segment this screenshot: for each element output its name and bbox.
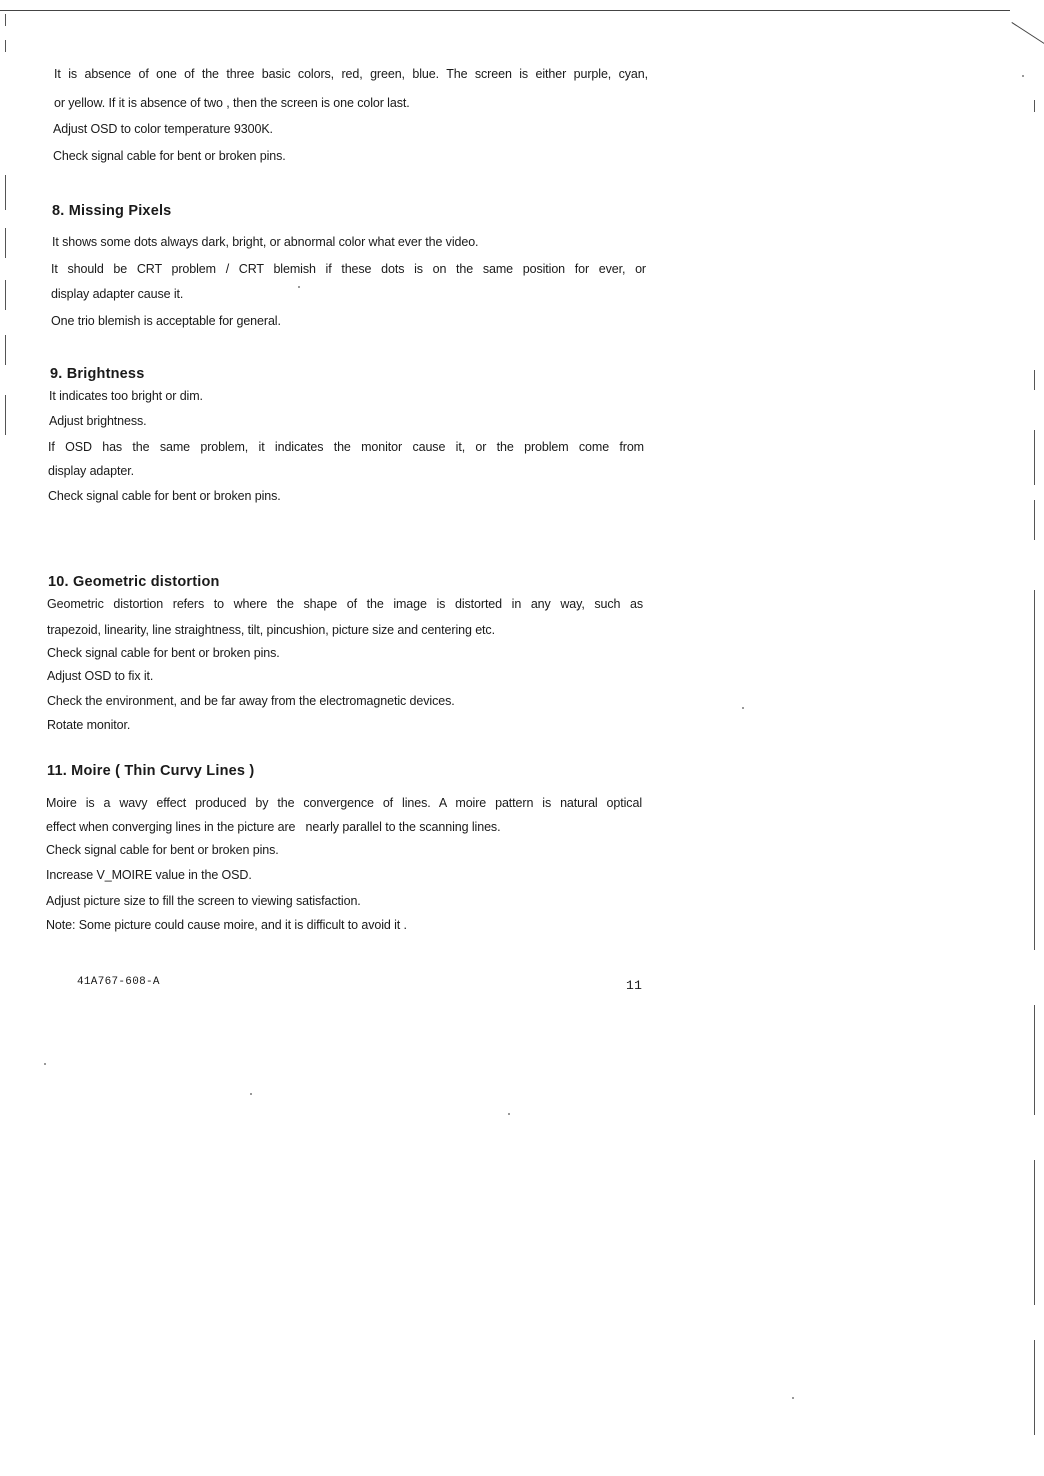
scan-edge-left <box>5 280 6 310</box>
section-line: Adjust brightness. <box>49 414 147 428</box>
section-line: Check signal cable for bent or broken pins. <box>48 489 281 503</box>
scan-edge-left <box>5 40 6 52</box>
section-line: Increase V_MOIRE value in the OSD. <box>46 868 252 882</box>
scan-edge-right <box>1034 500 1035 540</box>
scan-edge-right <box>1034 370 1035 390</box>
section-line: display adapter. <box>48 464 134 478</box>
scan-edge-right <box>1034 1340 1035 1435</box>
scan-speck <box>742 707 744 709</box>
intro-line: Check signal cable for bent or broken pins. <box>53 149 286 163</box>
footer-doc-number: 41A767-608-A <box>77 976 160 988</box>
intro-line: Adjust OSD to color temperature 9300K. <box>53 122 273 136</box>
scan-speck <box>508 1113 510 1115</box>
scan-speck <box>250 1093 252 1095</box>
section-heading-missing-pixels: 8. Missing Pixels <box>52 203 172 219</box>
scan-edge-corner <box>1011 22 1044 47</box>
section-line: Check signal cable for bent or broken pins. <box>47 646 280 660</box>
section-line: effect when converging lines in the picture are nearly parallel to the scanning lines. <box>46 820 501 834</box>
scan-edge-right <box>1034 1160 1035 1305</box>
section-line: It shows some dots always dark, bright, or abnormal color what ever the video. <box>52 235 479 249</box>
section-heading-brightness: 9. Brightness <box>50 366 145 382</box>
section-line: Check signal cable for bent or broken pins. <box>46 843 279 857</box>
section-line: display adapter cause it. <box>51 287 184 301</box>
scan-speck <box>1022 75 1024 77</box>
scan-edge-left <box>5 175 6 210</box>
section-line: Check the environment, and be far away from the electromagnetic devices. <box>47 694 455 708</box>
section-line: One trio blemish is acceptable for general. <box>51 314 281 328</box>
scan-speck <box>44 1063 46 1065</box>
scan-edge-left <box>5 395 6 435</box>
section-line: Adjust picture size to fill the screen to viewing satisfaction. <box>46 894 361 908</box>
section-line: Note: Some picture could cause moire, and it is difficult to avoid it . <box>46 918 407 932</box>
section-line: If OSD has the same problem, it indicates the monitor cause it, or the problem come from <box>48 440 644 454</box>
section-line: trapezoid, linearity, line straightness, tilt, pincushion, picture size and centering etc. <box>47 623 495 637</box>
scan-edge-left <box>5 335 6 365</box>
section-heading-moire: 11. Moire ( Thin Curvy Lines ) <box>47 763 255 779</box>
scan-speck <box>792 1397 794 1399</box>
section-line: Rotate monitor. <box>47 718 131 732</box>
scan-edge-top <box>0 10 1010 11</box>
scan-edge-left <box>5 14 6 26</box>
section-line: Moire is a wavy effect produced by the convergence of lines. A moire pattern is natural optical <box>46 796 642 810</box>
scan-edge-right <box>1034 100 1035 112</box>
section-line: It should be CRT problem / CRT blemish if these dots is on the same position for ever, or <box>51 262 646 276</box>
section-line: Geometric distortion refers to where the shape of the image is distorted in any way, such as <box>47 597 643 611</box>
section-line: It indicates too bright or dim. <box>49 389 203 403</box>
scan-edge-right <box>1034 430 1035 485</box>
footer-page-number: 11 <box>626 978 643 993</box>
section-line: Adjust OSD to fix it. <box>47 669 154 683</box>
scan-edge-right <box>1034 590 1035 950</box>
scan-edge-left <box>5 228 6 258</box>
intro-line: It is absence of one of the three basic colors, red, green, blue. The screen is either purple, cyan, <box>54 67 648 81</box>
intro-line: or yellow. If it is absence of two , then the screen is one color last. <box>54 96 410 110</box>
scan-speck <box>298 286 300 288</box>
section-heading-geometric-distortion: 10. Geometric distortion <box>48 574 220 590</box>
scan-edge-right <box>1034 1005 1035 1115</box>
